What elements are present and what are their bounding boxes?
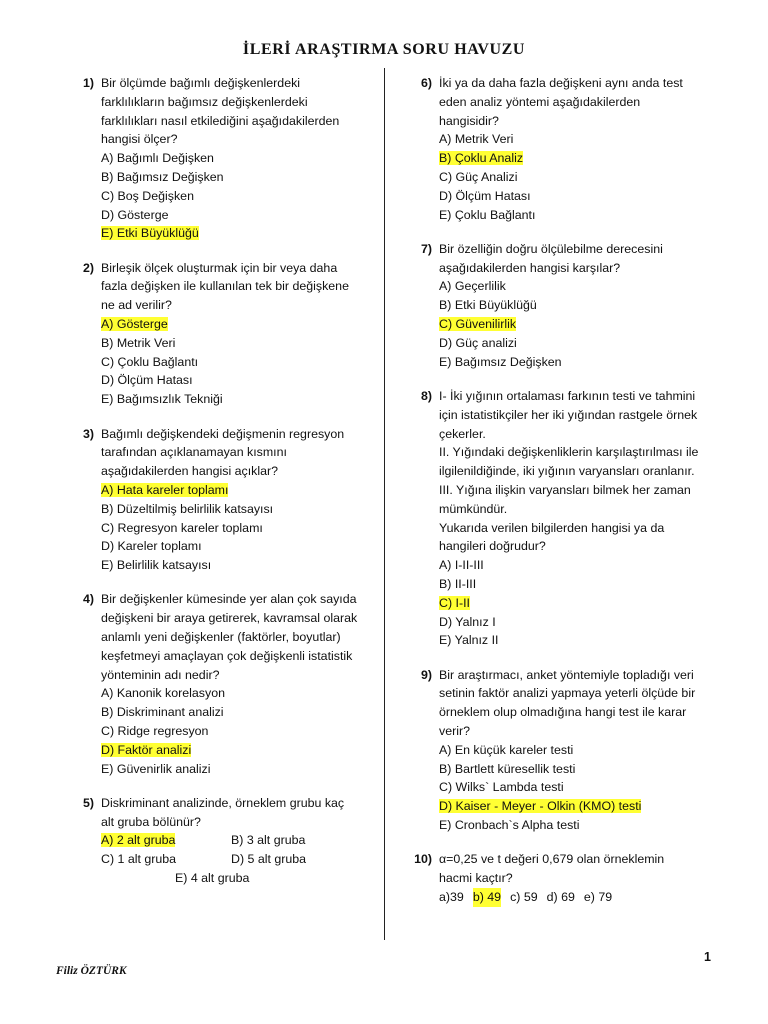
question-stem: Birleşik ölçek oluşturmak için bir veya daha fazla değişken ile kullanılan tek bir değişkene ne ad verilir? — [101, 260, 349, 313]
option-a: A) Geçerlilik — [439, 279, 506, 294]
question-number: 4) — [82, 592, 94, 607]
question-stem: İki ya da daha fazla değişkeni aynı anda test eden analiz yöntemi aşağıdakilerden hangisidir? — [439, 76, 683, 128]
question-number: 2) — [82, 260, 94, 275]
option-c: C) Çoklu Bağlantı — [101, 354, 199, 369]
option-a: A) I-II-III — [439, 558, 484, 573]
option-a-answer: A) 2 alt gruba — [101, 833, 176, 848]
question-4 — [60, 590, 372, 778]
option-b: B) II-III — [439, 576, 477, 591]
question-7 — [398, 240, 716, 372]
option-d: D) 5 alt gruba — [231, 852, 307, 867]
option-e: E) Yalnız II — [439, 633, 499, 648]
right-column — [398, 74, 716, 922]
option-d-answer: D) Faktör analizi — [101, 742, 192, 757]
option-c: C) 1 alt gruba — [101, 852, 177, 867]
question-number: 1) — [82, 76, 94, 90]
column-divider — [384, 68, 385, 940]
options-row — [439, 888, 716, 907]
left-column — [60, 74, 372, 903]
option-d: D) Kareler toplamı — [101, 539, 202, 554]
option-b-answer: B) Çoklu Analiz — [439, 151, 524, 166]
option-d-answer: D) Kaiser - Meyer - Olkin (KMO) testi — [439, 799, 642, 814]
option-a: A) Metrik Veri — [439, 132, 514, 147]
question-stem: I- İki yığının ortalaması farkının testi ve tahmini için istatistikçiler her iki yığından rastgele örnek çekerler. II. Yığındaki değişkenliklerin karşılaştırılması ile ilgilenildiğinde, iki yığının varyansları oranlanır. III. Yığına ilişkin varyansları bilmek her zaman mümkündür. Yukarıda verilen bilgilerden hangisi ya da hangileri doğrudur? — [439, 388, 699, 554]
question-8 — [398, 387, 716, 650]
question-number: 7) — [420, 241, 432, 256]
question-number: 6) — [420, 76, 432, 90]
question-stem: α=0,25 ve t değeri 0,679 olan örneklemin hacmi kaçtır? — [439, 852, 665, 886]
option-c: C) Wilks` Lambda testi — [439, 780, 564, 795]
question-stem: Diskriminant analizinde, örneklem grubu kaç alt gruba bölünür? — [101, 795, 345, 829]
question-9 — [398, 666, 716, 835]
option-b-answer: b) 49 — [473, 888, 501, 907]
option-a: a)39 — [439, 889, 464, 904]
question-2 — [60, 259, 372, 409]
option-b: B) Bağımsız Değişken — [101, 169, 224, 184]
question-number: 9) — [420, 667, 432, 682]
page-number: 1 — [704, 950, 711, 964]
question-stem: Bağımlı değişkendeki değişmenin regresyon tarafından açıklanamayan kısmını aşağıdakilerden hangisi açıklar? — [101, 426, 345, 479]
author-name: Filiz ÖZTÜRK — [56, 965, 127, 977]
option-a: A) Bağımlı Değişken — [101, 151, 214, 166]
option-c: c) 59 — [510, 889, 538, 904]
option-e: E) Belirlilik katsayısı — [101, 558, 212, 573]
option-c-answer: C) Güvenilirlik — [439, 317, 517, 332]
question-10 — [398, 850, 716, 906]
option-e: E) Bağımsızlık Tekniği — [101, 392, 223, 407]
option-c: C) Regresyon kareler toplamı — [101, 520, 263, 535]
question-1 — [60, 74, 372, 243]
option-b: B) Düzeltilmiş belirlilik katsayısı — [101, 501, 274, 516]
option-d: D) Yalnız I — [439, 614, 496, 629]
question-number: 8) — [420, 388, 432, 403]
option-a-answer: A) Hata kareler toplamı — [101, 482, 229, 497]
question-3 — [60, 425, 372, 575]
option-b: B) Metrik Veri — [101, 335, 176, 350]
question-number: 3) — [82, 426, 94, 441]
option-d: D) Ölçüm Hatası — [439, 188, 531, 203]
question-stem: Bir değişkenler kümesinde yer alan çok sayıda değişkeni bir araya getirerek, kavramsal olarak anlamlı yeni değişkenler (faktörler, boyutlar) keşfetmeyi amaçlayan çok değişkenli istatistik yönteminin adı nedir? — [101, 592, 358, 682]
option-c-answer: C) I-II — [439, 595, 470, 610]
page-title: İLERİ ARAŞTIRMA SORU HAVUZU — [242, 41, 526, 58]
option-e: E) 4 alt gruba — [175, 871, 250, 886]
option-e: E) Güvenirlik analizi — [101, 761, 211, 776]
option-a: A) Kanonik korelasyon — [101, 686, 225, 701]
option-e: E) Bağımsız Değişken — [439, 354, 562, 369]
question-stem: Bir özelliğin doğru ölçülebilme derecesini aşağıdakilerden hangisi karşılar? — [439, 241, 663, 275]
question-number: 10) — [414, 852, 432, 867]
option-e-answer: E) Etki Büyüklüğü — [101, 226, 199, 241]
option-d: d) 69 — [546, 889, 575, 904]
option-e: E) Cronbach`s Alpha testi — [439, 817, 580, 832]
option-d: D) Ölçüm Hatası — [101, 373, 193, 388]
question-number: 5) — [82, 795, 94, 810]
question-5 — [60, 794, 372, 888]
option-d: D) Güç analizi — [439, 335, 517, 350]
option-e: e) 79 — [583, 889, 613, 904]
options-grid — [101, 831, 372, 869]
question-6 — [398, 74, 716, 224]
option-b: B) Bartlett küresellik testi — [439, 761, 576, 776]
option-b: B) Etki Büyüklüğü — [439, 298, 537, 313]
option-d: D) Gösterge — [101, 207, 169, 222]
option-a: A) En küçük kareler testi — [439, 742, 574, 757]
option-c: C) Boş Değişken — [101, 188, 194, 203]
question-stem: Bir araştırmacı, anket yöntemiyle topladığı veri setinin faktör analizi yapmaya yeterli ölçüde bir örneklem olup olmadığına hangi test ile karar verir? — [439, 667, 696, 738]
question-stem: Bir ölçümde bağımlı değişkenlerdeki farklılıkların bağımsız değişkenlerdeki farklılıkları nasıl etkilediğini aşağıdakilerden hangisi ölçer? — [101, 76, 340, 147]
option-b: B) 3 alt gruba — [231, 833, 306, 848]
option-c: C) Güç Analizi — [439, 169, 518, 184]
option-c: C) Ridge regresyon — [101, 724, 209, 738]
option-b: B) Diskriminant analizi — [101, 705, 224, 720]
option-e: E) Çoklu Bağlantı — [439, 207, 536, 222]
option-a-answer: A) Gösterge — [101, 317, 168, 332]
